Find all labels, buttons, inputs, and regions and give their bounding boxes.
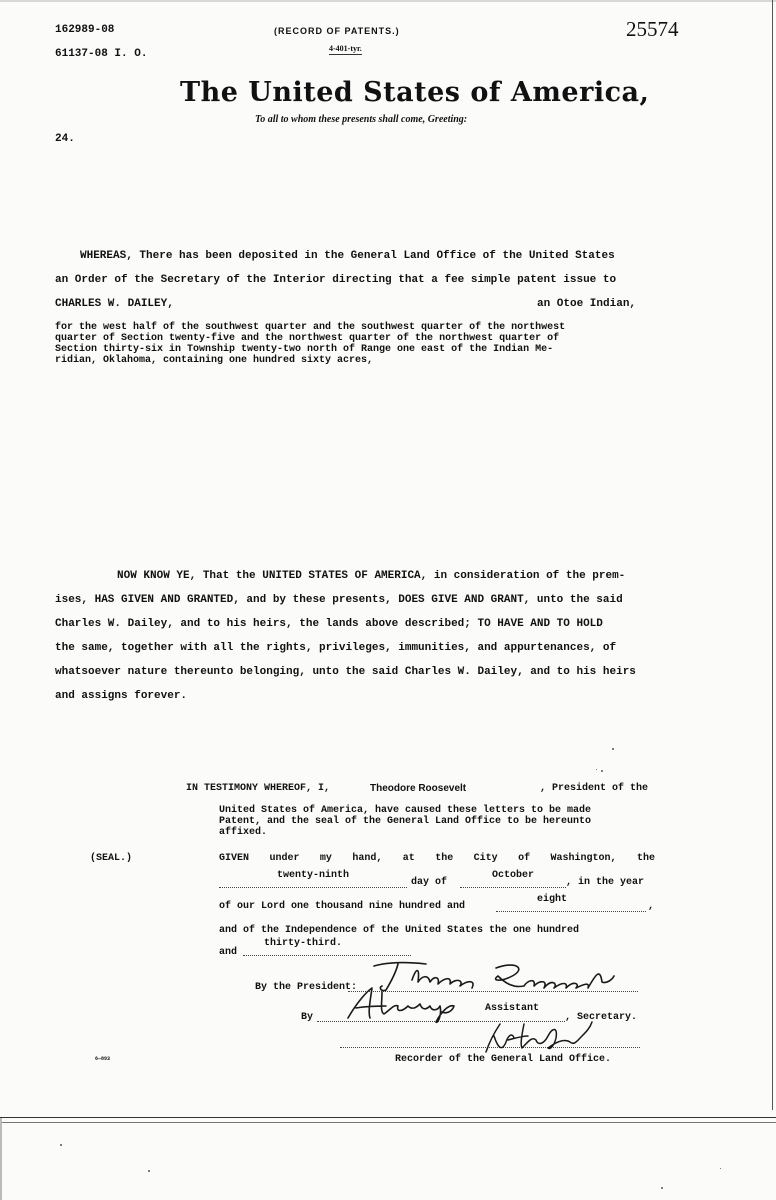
speck [612, 748, 614, 750]
by-label: By [301, 1012, 314, 1023]
year-comma: , [648, 901, 655, 912]
file-number-1: 162989-08 [55, 24, 115, 36]
grant-line: and assigns forever. [55, 690, 188, 702]
speck [148, 1170, 150, 1172]
page-top-edge [0, 0, 776, 2]
secretary-label: , Secretary. [565, 1012, 638, 1023]
grantee-name: CHARLES W. DAILEY, [55, 298, 174, 310]
our-lord-label: of our Lord one thousand nine hundred and [219, 901, 466, 912]
and-label: and [219, 947, 238, 958]
testimony-prefix: IN TESTIMONY WHEREOF, I, [186, 783, 331, 794]
page-right-edge [772, 0, 773, 1110]
patent-number: 25574 [626, 17, 679, 41]
page-left-edge [0, 1118, 2, 1200]
speck [60, 1144, 62, 1146]
land-description-line: ridian, Oklahoma, containing one hundred sixty acres, [55, 355, 374, 366]
independence-line: and of the Independence of the United States the one hundred [219, 925, 580, 936]
entry-number: 24. [55, 133, 75, 145]
document-title: The United States of America, [180, 77, 650, 108]
greeting-line: To all to whom these presents shall come, Greeting: [255, 114, 468, 125]
year-value: eight [536, 894, 567, 905]
speck [720, 1168, 721, 1169]
given-word: the [636, 853, 655, 864]
land-description-line: Section thirty-six in Township twenty-two north of Range one east of the Indian Me- [55, 344, 554, 355]
grant-line: NOW KNOW YE, That the UNITED STATES OF AMERICA, in consideration of the prem- [117, 570, 626, 582]
form-number: 4-401-tyr. [329, 44, 362, 53]
given-word: City [473, 853, 498, 864]
speck [661, 1187, 663, 1189]
president-name: Theodore Roosevelt [370, 783, 467, 794]
given-word: under [269, 853, 300, 864]
grant-line: whatsoever nature thereunto belonging, unto the said Charles W. Dailey, and to his heirs [55, 666, 636, 678]
page-bottom-edge [0, 1117, 776, 1118]
grant-line: the same, together with all the rights, privileges, immunities, and appurtenances, of [55, 642, 617, 654]
whereas-line-2: an Order of the Secretary of the Interior directing that a fee simple patent issue to [55, 274, 617, 286]
footer-code: 6—893 [95, 1056, 111, 1062]
testimony-suffix: , President of the [540, 783, 649, 794]
by-president-label: By the President: [255, 982, 358, 993]
speck [601, 770, 603, 772]
testimony-line: Patent, and the seal of the General Land Office to be hereunto [219, 816, 592, 827]
recorder-label: Recorder of the General Land Office. [395, 1054, 612, 1065]
assistant-label: Assistant [485, 1003, 540, 1014]
month-value: October [491, 870, 534, 881]
grant-line: Charles W. Dailey, and to his heirs, the lands above described; TO HAVE AND TO HOLD [55, 618, 603, 630]
record-of-patents-label: (RECORD OF PATENTS.) [274, 26, 400, 36]
independence-year-value: thirty-third. [263, 938, 342, 949]
independence-fill-line [243, 955, 411, 956]
given-word: the [435, 853, 454, 864]
grantee-tribe: an Otoe Indian, [537, 298, 637, 310]
land-description-line: for the west half of the southwest quarter and the southwest quarter of the northwest [55, 322, 566, 333]
testimony-line: United States of America, have caused these letters to be made [219, 805, 592, 816]
file-number-2: 61137-08 I. O. [55, 48, 148, 60]
given-word: GIVEN [219, 853, 250, 864]
testimony-line: affixed. [219, 827, 268, 838]
given-word: Washington, [550, 853, 617, 864]
day-fill-line [219, 887, 407, 888]
whereas-line-1: WHEREAS, There has been deposited in the General Land Office of the United States [80, 250, 615, 262]
given-word: at [402, 853, 415, 864]
given-word: my [319, 853, 332, 864]
given-line [219, 853, 655, 864]
grant-line: ises, HAS GIVEN AND GRANTED, and by these presents, DOES GIVE AND GRANT, unto the said [55, 594, 623, 606]
speck [596, 769, 597, 770]
in-the-year-label: , in the year [566, 877, 645, 888]
day-value: twenty-ninth [276, 870, 349, 881]
seal-label: (SEAL.) [90, 853, 133, 864]
given-word: hand, [352, 853, 383, 864]
land-description-line: quarter of Section twenty-five and the northwest quarter of the northwest quarter of [55, 333, 560, 344]
page-bottom-edge-shadow [0, 1122, 776, 1123]
year-fill-line [496, 911, 646, 912]
month-fill-line [460, 887, 566, 888]
secretary-signature [342, 984, 482, 1028]
given-word: of [518, 853, 531, 864]
day-of-label: day of [411, 877, 448, 888]
